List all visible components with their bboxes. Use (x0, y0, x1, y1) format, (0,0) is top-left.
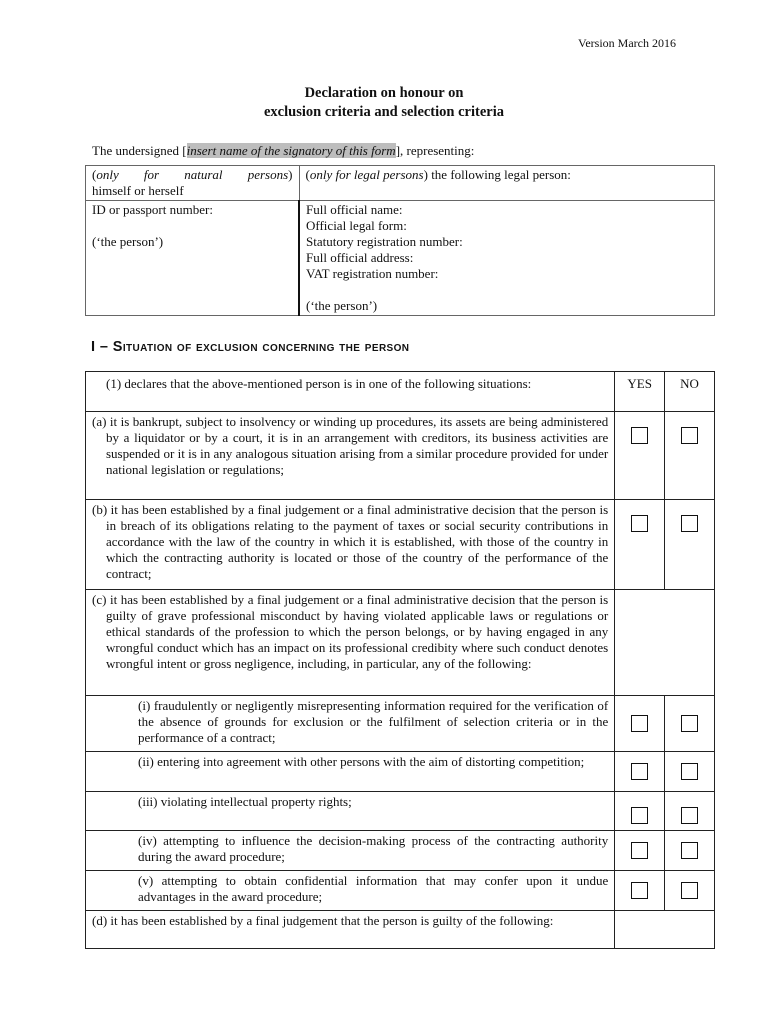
exclusion-row-a (86, 412, 715, 500)
natural-person-text: himself or herself (92, 183, 184, 198)
signatory-name-field[interactable]: insert name of the signatory of this form (186, 143, 396, 158)
exclusion-row-c-i (86, 696, 715, 752)
identity-fields-row (86, 201, 715, 316)
vat-registration-field[interactable]: VAT registration number: (306, 266, 439, 281)
exclusion-text-b: (b) it has been established by a final judgement or a final administrative decision that the person is in breach of its obligations relating to the payment of taxes or social security contributions in accordance with the law of the country in which it is established, with those of the country in which the contracting authority is located or those of the country of the performance of the contract; (92, 502, 609, 581)
legal-person-text: the following legal person: (431, 167, 571, 182)
exclusion-text-c-ii: (ii) entering into agreement with other persons with the aim of distorting competition; (138, 754, 585, 769)
no-checkbox-a[interactable] (681, 427, 698, 444)
undersigned-suffix: ], representing: (395, 143, 475, 158)
exclusion-text-c-iv: (iv) attempting to influence the decision-making process of the contracting authority during the award procedure; (138, 833, 609, 864)
exclusion-table (85, 371, 715, 949)
exclusion-row-d (86, 911, 715, 949)
id-passport-field[interactable]: ID or passport number: (92, 202, 213, 217)
exclusion-c-blank-cell (615, 590, 715, 696)
exclusion-text-a: (a) it is bankrupt, subject to insolvency or winding up procedures, its assets are being administered by a liquidator or by a court, it is in an arrangement with creditors, its business activities are suspended or it is in any analogous situation arising from a similar procedure provided for under national legislation or regulations; (92, 414, 609, 477)
spacer (92, 218, 292, 234)
yes-checkbox-a[interactable] (631, 427, 648, 444)
full-official-address-field[interactable]: Full official address: (306, 250, 414, 265)
section-heading: I – Situation of exclusion concerning the person (91, 339, 410, 355)
yes-checkbox-c-iii[interactable] (631, 807, 648, 824)
no-checkbox-c-iv[interactable] (681, 842, 698, 859)
yes-checkbox-c-ii[interactable] (631, 763, 648, 780)
identity-header-row (86, 166, 715, 201)
exclusion-text-c-i: (i) fraudulently or negligently misrepresenting information required for the verification of the absence of grounds for exclusion or the fulfilment of selection criteria or in the performance of a contract; (138, 698, 609, 745)
the-person-label: (‘the person’) (306, 298, 378, 313)
natural-person-header: (only for natural persons) himself or herself (86, 166, 300, 201)
exclusion-row-c-ii (86, 752, 715, 792)
version-label: Version March 2016 (578, 36, 676, 50)
legal-person-fields (299, 201, 715, 316)
exclusion-text-c-v: (v) attempting to obtain confidential information that may confer upon it undue advantages in the award procedure; (138, 873, 609, 904)
exclusion-row-b (86, 500, 715, 590)
undersigned-prefix: The undersigned [ (92, 143, 187, 158)
the-person-label: (‘the person’) (92, 234, 164, 249)
title-line-1: Declaration on honour on (304, 85, 464, 101)
exclusion-row-c (86, 590, 715, 696)
no-checkbox-c-i[interactable] (681, 715, 698, 732)
yes-checkbox-c-iv[interactable] (631, 842, 648, 859)
exclusion-text-c: (c) it has been established by a final judgement or a final administrative decision that the person is guilty of grave professional misconduct by having violated applicable laws or regulations or ethical standards of the profession to which the person belongs, or by having engaged in any wrongful conduct which has an impact on its professional credibity where such conduct denotes wrongful intent or gross negligence, including, in particular, any of the following: (92, 592, 609, 671)
yes-checkbox-c-v[interactable] (631, 882, 648, 899)
no-checkbox-c-iii[interactable] (681, 807, 698, 824)
exclusion-header-row (86, 372, 715, 412)
exclusion-row-c-iii (86, 792, 715, 831)
natural-person-fields (86, 201, 300, 316)
exclusion-row-c-iv (86, 831, 715, 871)
no-checkbox-b[interactable] (681, 515, 698, 532)
exclusion-row-c-v (86, 871, 715, 911)
page-title (0, 84, 768, 122)
natural-person-label: only for natural persons (96, 167, 289, 182)
legal-person-label: only for legal persons (309, 167, 424, 182)
exclusion-text-c-iii: (iii) violating intellectual property rights; (138, 794, 352, 809)
exclusion-d-blank-cell (615, 911, 715, 949)
undersigned-line (92, 143, 474, 159)
identity-table (85, 165, 715, 316)
no-checkbox-c-v[interactable] (681, 882, 698, 899)
statutory-registration-field[interactable]: Statutory registration number: (306, 234, 463, 249)
yes-checkbox-c-i[interactable] (631, 715, 648, 732)
full-official-name-field[interactable]: Full official name: (306, 202, 403, 217)
exclusion-intro: (1) declares that the above-mentioned person is in one of the following situations: (106, 376, 532, 391)
exclusion-text-d: (d) it has been established by a final judgement that the person is guilty of the following: (92, 913, 554, 928)
yes-column-header: YES (615, 372, 665, 412)
no-column-header: NO (665, 372, 715, 412)
spacer (306, 282, 708, 298)
legal-person-header: (only for legal persons) the following legal person: (299, 166, 715, 201)
yes-checkbox-b[interactable] (631, 515, 648, 532)
title-line-2: exclusion criteria and selection criteria (264, 104, 504, 120)
official-legal-form-field[interactable]: Official legal form: (306, 218, 407, 233)
no-checkbox-c-ii[interactable] (681, 763, 698, 780)
